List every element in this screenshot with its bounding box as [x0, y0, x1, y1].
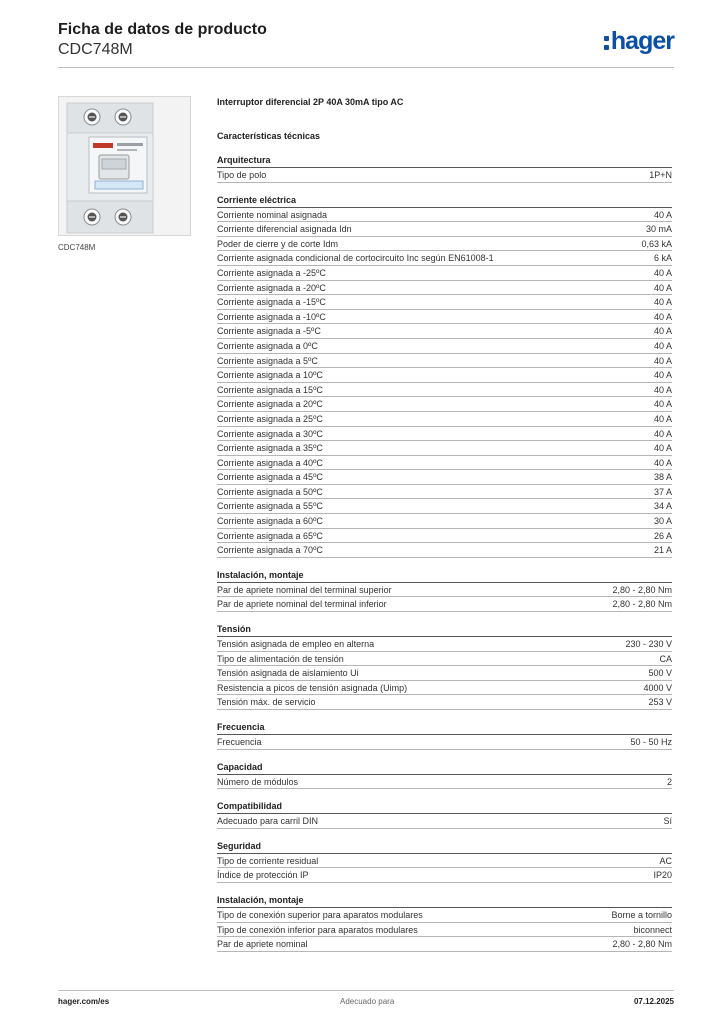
spec-row — [217, 237, 672, 252]
spec-value: 30 A — [653, 516, 672, 527]
spec-row — [217, 266, 672, 281]
spec-row — [217, 168, 672, 183]
spec-label: Tipo de conexión inferior para aparatos modulares — [217, 924, 418, 935]
spec-label: Corriente asignada a -25ºC — [217, 267, 326, 278]
spec-row — [217, 485, 672, 500]
spec-label: Tipo de alimentación de tensión — [217, 653, 344, 664]
spec-value: 30 mA — [645, 224, 672, 235]
spec-row — [217, 441, 672, 456]
spec-row — [217, 529, 672, 544]
spec-value: 40 A — [653, 384, 672, 395]
spec-section — [217, 621, 672, 710]
spec-section — [217, 152, 672, 183]
spec-row — [217, 923, 672, 938]
tech-title: Características técnicas — [217, 131, 321, 141]
spec-label: Corriente asignada a 65ºC — [217, 530, 323, 541]
spec-value: 40 A — [653, 370, 672, 381]
rcd-device-illustration — [59, 97, 190, 235]
spec-value: 0,63 kA — [641, 238, 672, 249]
spec-row — [217, 854, 672, 869]
spec-row — [217, 339, 672, 354]
spec-row — [217, 383, 672, 398]
spec-row — [217, 666, 672, 681]
spec-row — [217, 514, 672, 529]
spec-label: Corriente asignada a 5ºC — [217, 355, 318, 366]
section-title: Instalación, montaje — [217, 892, 672, 908]
spec-value: Borne a tornillo — [611, 909, 672, 920]
spec-value: 38 A — [653, 472, 672, 483]
spec-section — [217, 192, 672, 558]
section-title: Corriente eléctrica — [217, 192, 672, 208]
spec-value: 40 A — [653, 340, 672, 351]
footer-center: Adecuado para — [340, 997, 395, 1006]
spec-label: Tensión máx. de servicio — [217, 697, 316, 708]
spec-row — [217, 412, 672, 427]
spec-label: Tensión asignada de aislamiento Ui — [217, 668, 359, 679]
spec-value: 40 A — [653, 282, 672, 293]
spec-row — [217, 814, 672, 829]
spec-label: Corriente asignada a -5ºC — [217, 326, 321, 337]
spec-value: 40 A — [653, 457, 672, 468]
spec-label: Poder de cierre y de corte Idm — [217, 238, 339, 249]
spec-label: Corriente asignada a 70ºC — [217, 545, 323, 556]
spec-row — [217, 456, 672, 471]
logo-text: hager — [610, 27, 674, 55]
spec-row — [217, 354, 672, 369]
spec-value: 34 A — [653, 501, 672, 512]
section-title: Compatibilidad — [217, 798, 672, 814]
spec-value: 40 A — [653, 443, 672, 454]
spec-label: Corriente asignada a 0ºC — [217, 340, 318, 351]
spec-value: 40 A — [653, 297, 672, 308]
image-caption: CDC748M — [58, 243, 96, 252]
spec-row — [217, 310, 672, 325]
page-header — [58, 20, 267, 60]
spec-label: Corriente asignada a -15ºC — [217, 297, 326, 308]
spec-value: 4000 V — [643, 682, 672, 693]
section-title: Seguridad — [217, 838, 672, 854]
spec-row — [217, 222, 672, 237]
spec-section — [217, 892, 672, 952]
spec-row — [217, 775, 672, 790]
spec-label: Corriente nominal asignada — [217, 209, 328, 220]
spec-label: Corriente asignada a 15ºC — [217, 384, 323, 395]
hager-logo — [604, 26, 674, 56]
spec-value: 500 V — [648, 668, 672, 679]
spec-label: Resistencia a picos de tensión asignada (Uimp) — [217, 682, 408, 693]
spec-content — [217, 95, 672, 952]
spec-value: 50 - 50 Hz — [630, 737, 672, 747]
spec-label: Corriente asignada a 60ºC — [217, 516, 323, 527]
spec-section — [217, 838, 672, 883]
spec-label: Corriente diferencial asignada Idn — [217, 224, 352, 235]
spec-row — [217, 499, 672, 514]
footer-website: hager.com/es — [58, 997, 110, 1006]
section-title: Frecuencia — [217, 719, 672, 735]
spec-row — [217, 324, 672, 339]
spec-row — [217, 937, 672, 952]
spec-row — [217, 868, 672, 883]
spec-value: 37 A — [653, 486, 672, 497]
spec-label: Tipo de conexión superior para aparatos modulares — [217, 909, 423, 920]
spec-label: Corriente asignada a 10ºC — [217, 370, 323, 381]
spec-label: Corriente asignada a 30ºC — [217, 428, 323, 439]
section-title: Instalación, montaje — [217, 567, 672, 583]
spec-row — [217, 908, 672, 923]
spec-row — [217, 251, 672, 266]
spec-value: 253 V — [648, 697, 672, 708]
spec-label: Corriente asignada a 45ºC — [217, 472, 323, 483]
spec-row — [217, 208, 672, 223]
spec-label: Tensión asignada de empleo en alterna — [217, 639, 375, 650]
product-code: CDC748M — [58, 41, 133, 58]
spec-section — [217, 719, 672, 750]
spec-label: Par de apriete nominal del terminal superior — [217, 584, 392, 595]
product-image — [58, 96, 191, 236]
spec-label: Corriente asignada a 20ºC — [217, 399, 323, 410]
spec-section — [217, 759, 672, 790]
spec-row — [217, 295, 672, 310]
spec-row — [217, 583, 672, 598]
section-title: Capacidad — [217, 759, 672, 775]
spec-value: 40 A — [653, 311, 672, 322]
spec-label: Par de apriete nominal — [217, 939, 308, 950]
header-divider — [58, 67, 674, 68]
product-description: Interruptor diferencial 2P 40A 30mA tipo AC — [217, 97, 404, 107]
logo-colon-icon — [604, 26, 610, 56]
spec-label: Número de módulos — [217, 776, 299, 787]
spec-value: 40 A — [653, 326, 672, 337]
spec-row — [217, 652, 672, 667]
spec-value: biconnect — [633, 924, 672, 935]
spec-value: 21 A — [653, 545, 672, 556]
spec-value: 2,80 - 2,80 Nm — [612, 584, 672, 595]
spec-label: Corriente asignada condicional de cortocircuito Inc según EN61008-1 — [217, 253, 494, 264]
spec-label: Par de apriete nominal del terminal inferior — [217, 599, 387, 610]
spec-row — [217, 695, 672, 710]
spec-value: 40 A — [653, 413, 672, 424]
spec-value: 6 kA — [653, 253, 672, 264]
spec-label: Corriente asignada a -20ºC — [217, 282, 326, 293]
spec-sections — [217, 152, 672, 952]
spec-row — [217, 427, 672, 442]
spec-value: 40 A — [653, 355, 672, 366]
spec-label: Tipo de polo — [217, 170, 267, 180]
footer-divider — [58, 990, 674, 991]
spec-value: 26 A — [653, 530, 672, 541]
spec-value: IP20 — [653, 870, 672, 881]
spec-label: Corriente asignada a 55ºC — [217, 501, 323, 512]
spec-value: 2,80 - 2,80 Nm — [612, 599, 672, 610]
spec-row — [217, 543, 672, 558]
section-title: Tensión — [217, 621, 672, 637]
section-title: Arquitectura — [217, 152, 672, 168]
spec-value: 2 — [666, 776, 672, 787]
spec-section — [217, 798, 672, 829]
page-title: Ficha de datos de producto — [58, 21, 267, 38]
spec-value: 40 A — [653, 428, 672, 439]
spec-row — [217, 637, 672, 652]
spec-value: 1P+N — [649, 170, 672, 180]
spec-value: 40 A — [653, 209, 672, 220]
spec-value: 40 A — [653, 267, 672, 278]
footer-date: 07.12.2025 — [633, 997, 674, 1006]
spec-value: Sí — [663, 816, 672, 827]
spec-label: Corriente asignada a 50ºC — [217, 486, 323, 497]
spec-label: Corriente asignada a 35ºC — [217, 443, 323, 454]
spec-label: Tipo de corriente residual — [217, 855, 319, 866]
spec-label: Frecuencia — [217, 737, 262, 747]
spec-row — [217, 470, 672, 485]
spec-row — [217, 735, 672, 750]
spec-value: 230 - 230 V — [625, 639, 672, 650]
spec-section — [217, 567, 672, 612]
spec-value: 40 A — [653, 399, 672, 410]
spec-row — [217, 597, 672, 612]
spec-row — [217, 397, 672, 412]
spec-label: Índice de protección IP — [217, 870, 309, 881]
spec-row — [217, 368, 672, 383]
spec-label: Corriente asignada a -10ºC — [217, 311, 326, 322]
spec-row — [217, 681, 672, 696]
spec-label: Adecuado para carril DIN — [217, 816, 319, 827]
spec-label: Corriente asignada a 40ºC — [217, 457, 323, 468]
spec-row — [217, 281, 672, 296]
spec-value: 2,80 - 2,80 Nm — [612, 939, 672, 950]
spec-value: CA — [659, 653, 672, 664]
spec-label: Corriente asignada a 25ºC — [217, 413, 323, 424]
spec-value: AC — [659, 855, 672, 866]
